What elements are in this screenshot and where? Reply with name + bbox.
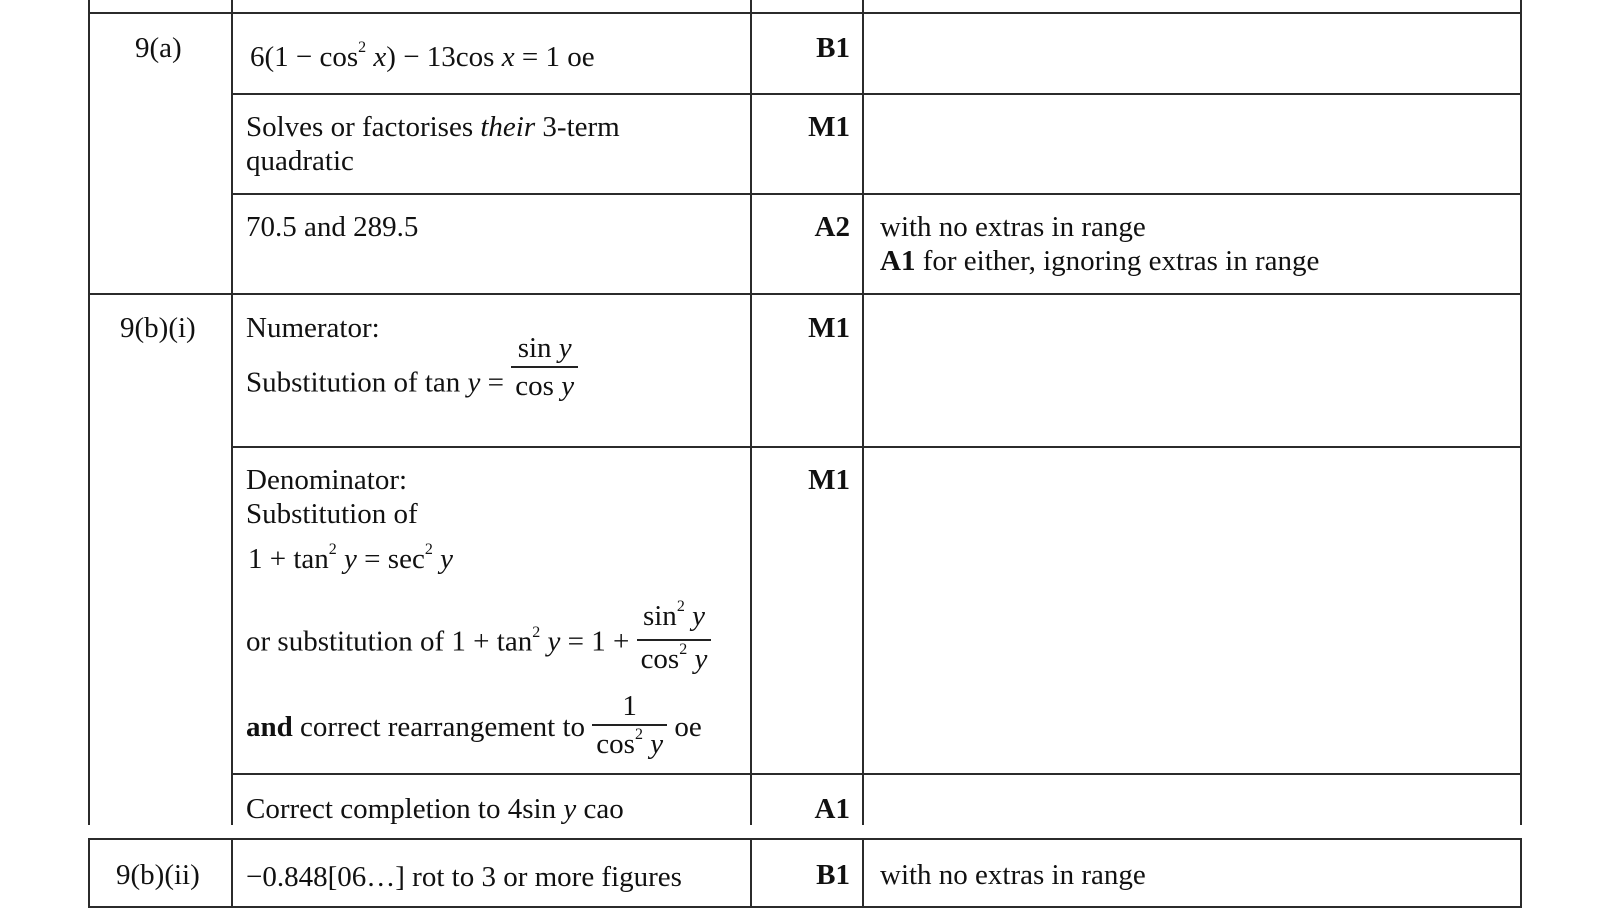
answer-text: 70.5 and 289.5 bbox=[246, 211, 419, 243]
mark-code: A2 bbox=[814, 211, 850, 243]
guidance-text: with no extras in range bbox=[880, 859, 1146, 891]
guidance-text: with no extras in range bbox=[880, 211, 1146, 243]
question-label: 9(a) bbox=[135, 32, 182, 64]
mark-code: M1 bbox=[808, 111, 850, 143]
column-divider bbox=[862, 838, 864, 908]
column-divider bbox=[88, 838, 90, 908]
answer-formula: and correct rearrangement to $\frac{1}{\cos^2 y}$ oe bbox=[246, 690, 702, 760]
mark-code: M1 bbox=[808, 312, 850, 344]
answer-text: Numerator: bbox=[246, 312, 380, 344]
answer-text: quadratic bbox=[246, 145, 354, 177]
row-divider bbox=[231, 93, 1522, 95]
column-divider bbox=[231, 838, 233, 908]
question-label: 9(b)(i) bbox=[120, 312, 196, 344]
column-divider bbox=[1520, 0, 1522, 825]
question-label: 9(b)(ii) bbox=[116, 859, 200, 891]
row-divider bbox=[231, 193, 1522, 195]
table-border-top bbox=[88, 12, 1522, 14]
row-divider bbox=[231, 446, 1522, 448]
mark-code: A1 bbox=[814, 793, 850, 825]
answer-text: Correct completion to 4sin y cao bbox=[246, 793, 624, 825]
answer-text: Denominator: bbox=[246, 464, 408, 496]
row-divider bbox=[231, 773, 1522, 775]
column-divider bbox=[1520, 838, 1522, 908]
answer-text: Solves or factorises their 3-term bbox=[246, 111, 620, 143]
guidance-text: A1 for either, ignoring extras in range bbox=[880, 245, 1320, 277]
mark-code: B1 bbox=[816, 32, 850, 64]
answer-text: Substitution of bbox=[246, 498, 418, 530]
mark-code: M1 bbox=[808, 464, 850, 496]
column-divider bbox=[88, 0, 90, 825]
answer-formula: Substitution of tan y = $\frac{\text{sin y}}{\text{cos y}}$ bbox=[246, 348, 578, 422]
row-divider bbox=[88, 838, 1522, 840]
answer-formula: $1 + \tan^2 y = \sec^2 y$ bbox=[248, 541, 453, 575]
answer-formula: or substitution of $1 + \tan^2 y = 1$ + $\frac{\sin^2 y}{\cos^2 y}$ bbox=[246, 602, 711, 686]
column-divider bbox=[862, 0, 864, 825]
column-divider bbox=[231, 0, 233, 825]
answer-text: −0.848[06…] rot to 3 or more figures bbox=[246, 861, 682, 893]
column-divider bbox=[750, 838, 752, 908]
row-divider bbox=[88, 293, 1522, 295]
answer-text: $6(1 - \cos^2 x) - 13\cos$ x = 1 oe bbox=[250, 39, 595, 73]
mark-code: B1 bbox=[816, 859, 850, 891]
column-divider bbox=[750, 0, 752, 825]
